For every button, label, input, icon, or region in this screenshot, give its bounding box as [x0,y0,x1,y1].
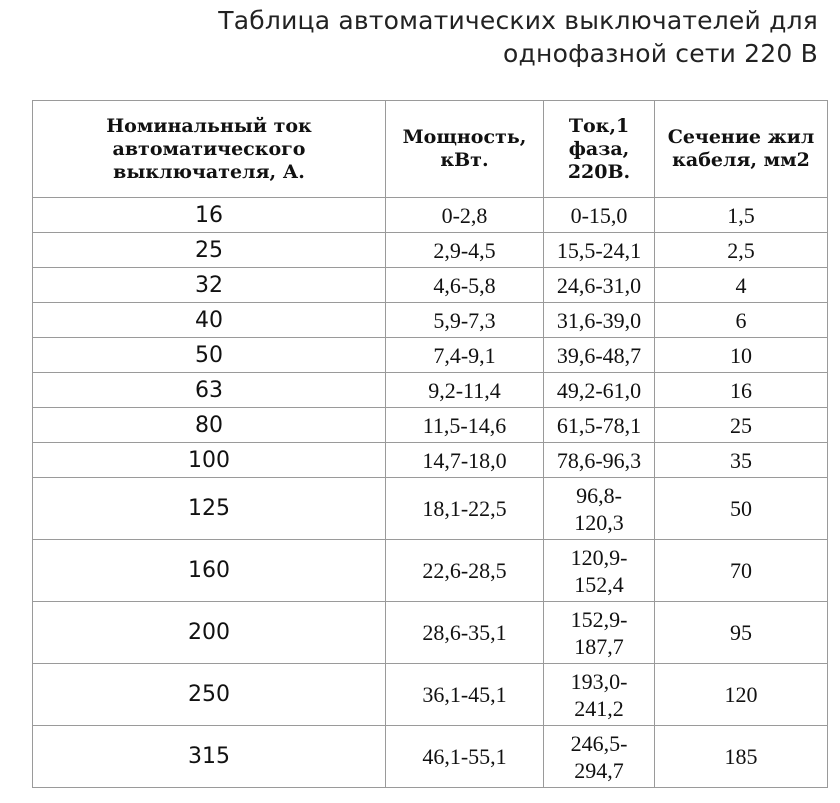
header-power: Мощность, кВт. [386,101,544,198]
cell-section: 25 [655,408,828,443]
cell-section: 2,5 [655,233,828,268]
cell-section: 35 [655,443,828,478]
cell-section: 70 [655,540,828,602]
cell-current: 246,5- 294,7 [544,726,655,788]
cell-section: 120 [655,664,828,726]
table-header-row [33,101,828,198]
cell-section: 185 [655,726,828,788]
cell-power: 18,1-22,5 [386,478,544,540]
cell-current: 31,6-39,0 [544,303,655,338]
cell-amperage: 160 [33,540,386,602]
cell-amperage: 100 [33,443,386,478]
cell-power: 7,4-9,1 [386,338,544,373]
table-row [33,338,828,373]
breaker-table [32,100,828,788]
cell-section: 6 [655,303,828,338]
cell-power: 0-2,8 [386,198,544,233]
table-row [33,198,828,233]
cell-power: 5,9-7,3 [386,303,544,338]
cell-current: 152,9- 187,7 [544,602,655,664]
cell-current: 15,5-24,1 [544,233,655,268]
cell-amperage: 125 [33,478,386,540]
table-row [33,664,828,726]
cell-current: 0-15,0 [544,198,655,233]
cell-section: 50 [655,478,828,540]
title-line-1: Таблица автоматических выключателей для [218,6,818,35]
cell-section: 1,5 [655,198,828,233]
cell-current: 24,6-31,0 [544,268,655,303]
cell-power: 4,6-5,8 [386,268,544,303]
header-phase-current: Ток,1 фаза, 220В. [544,101,655,198]
cell-current: 78,6-96,3 [544,443,655,478]
table-row [33,233,828,268]
cell-section: 10 [655,338,828,373]
cell-amperage: 40 [33,303,386,338]
cell-power: 22,6-28,5 [386,540,544,602]
cell-power: 11,5-14,6 [386,408,544,443]
cell-power: 36,1-45,1 [386,664,544,726]
page-title [218,4,818,70]
cell-amperage: 80 [33,408,386,443]
cell-amperage: 16 [33,198,386,233]
header-cable-section: Сечение жил кабеля, мм2 [655,101,828,198]
cell-power: 14,7-18,0 [386,443,544,478]
table-row [33,540,828,602]
cell-amperage: 250 [33,664,386,726]
title-line-2: однофазной сети 220 В [503,39,818,68]
cell-amperage: 25 [33,233,386,268]
cell-current: 49,2-61,0 [544,373,655,408]
cell-power: 28,6-35,1 [386,602,544,664]
table-row [33,443,828,478]
cell-current: 120,9- 152,4 [544,540,655,602]
cell-power: 9,2-11,4 [386,373,544,408]
cell-current: 96,8- 120,3 [544,478,655,540]
cell-section: 4 [655,268,828,303]
table-row [33,268,828,303]
cell-amperage: 50 [33,338,386,373]
header-rated-current: Номинальный ток автоматического выключателя, А. [33,101,386,198]
cell-current: 61,5-78,1 [544,408,655,443]
cell-current: 193,0- 241,2 [544,664,655,726]
cell-power: 46,1-55,1 [386,726,544,788]
cell-power: 2,9-4,5 [386,233,544,268]
table-row [33,303,828,338]
cell-section: 16 [655,373,828,408]
cell-amperage: 63 [33,373,386,408]
cell-amperage: 200 [33,602,386,664]
table-row [33,408,828,443]
table-row [33,726,828,788]
cell-current: 39,6-48,7 [544,338,655,373]
cell-section: 95 [655,602,828,664]
table-body [33,198,828,788]
table-row [33,602,828,664]
table-row [33,373,828,408]
table-row [33,478,828,540]
cell-amperage: 315 [33,726,386,788]
cell-amperage: 32 [33,268,386,303]
